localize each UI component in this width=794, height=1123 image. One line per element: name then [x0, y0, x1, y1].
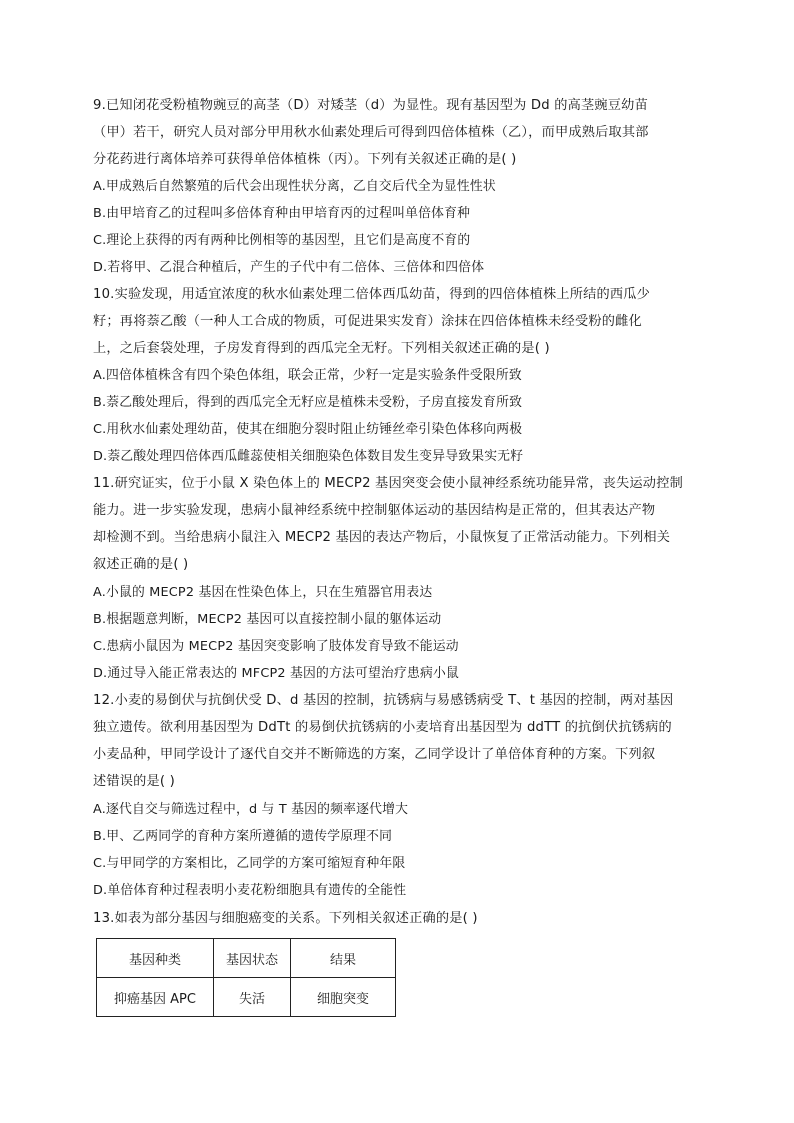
table-header-result: 结果 [291, 939, 396, 978]
q12-stem-line-3: 小麦品种，甲同学设计了逐代自交并不断筛选的方案，乙同学设计了单倍体育种的方案。下列叙 [93, 747, 656, 762]
q11-stem-line-2: 能力。进一步实验发现，患病小鼠神经系统中控制躯体运动的基因结构是正常的，但其表达产物 [93, 503, 656, 518]
q11-option-a: A.小鼠的 MECP2 基因在性染色体上，只在生殖器官用表达 [93, 585, 433, 600]
q11-stem-line-4: 叙述正确的是( ) [93, 557, 189, 572]
q9-stem-line-1: 9.已知闭花受粉植物豌豆的高茎（D）对矮茎（d）为显性。现有基因型为 Dd 的高茎豌豆幼苗 [93, 98, 648, 113]
q13-stem-line-1: 13.如表为部分基因与细胞癌变的关系。下列相关叙述正确的是( ) [93, 911, 478, 926]
q12-option-c: C.与甲同学的方案相比，乙同学的方案可缩短育种年限 [93, 856, 406, 871]
q10-stem-line-2: 籽；再将萘乙酸（一种人工合成的物质，可促进果实发育）涂抹在四倍体植株未经受粉的雌化 [93, 314, 642, 329]
table-header-row [97, 939, 396, 978]
table-header-gene-type: 基因种类 [97, 939, 214, 978]
q11-stem-line-1: 11.研究证实，位于小鼠 X 染色体上的 MECP2 基因突变会使小鼠神经系统功能异常，丧失运动控制 [93, 476, 683, 491]
q10-option-a: A.四倍体植株含有四个染色体组，联会正常，少籽一定是实验条件受限所致 [93, 368, 522, 383]
q12-stem-line-2: 独立遗传。欲利用基因型为 DdTt 的易倒伏抗锈病的小麦培育出基因型为 ddTT 的抗倒伏抗锈病的 [93, 720, 672, 735]
q11-option-c: C.患病小鼠因为 MECP2 基因突变影响了肢体发育导致不能运动 [93, 639, 459, 654]
q9-stem-line-2: （甲）若干，研究人员对部分甲用秋水仙素处理后可得到四倍体植株（乙），而甲成熟后取其部 [93, 125, 649, 140]
q11-option-b: B.根据题意判断，MECP2 基因可以直接控制小鼠的躯体运动 [93, 612, 442, 627]
q11-option-d: D.通过导入能正常表达的 MFCP2 基因的方法可望治疗患病小鼠 [93, 666, 459, 681]
gene-cancer-table [96, 938, 396, 1017]
table-header-gene-state: 基因状态 [214, 939, 291, 978]
table-cell-gene-type: 抑癌基因 APC [97, 978, 214, 1017]
q9-option-b: B.由甲培育乙的过程叫多倍体育种由甲培育丙的过程叫单倍体育种 [93, 206, 471, 221]
table-cell-gene-state: 失活 [214, 978, 291, 1017]
q10-option-c: C.用秋水仙素处理幼苗，使其在细胞分裂时阻止纺锤丝牵引染色体移向两极 [93, 422, 523, 437]
q11-stem-line-3: 却检测不到。当给患病小鼠注入 MECP2 基因的表达产物后，小鼠恢复了正常活动能力。下列相关 [93, 530, 671, 545]
q10-option-d: D.萘乙酸处理四倍体西瓜雌蕊使相关细胞染色体数目发生变异导致果实无籽 [93, 449, 524, 464]
q10-stem-line-3: 上，之后套袋处理，子房发育得到的西瓜完全无籽。下列相关叙述正确的是( ) [93, 341, 550, 356]
q12-option-b: B.甲、乙两同学的育种方案所遵循的遗传学原理不同 [93, 829, 393, 844]
table-cell-result: 细胞突变 [291, 978, 396, 1017]
q12-option-a: A.逐代自交与筛选过程中，d 与 T 基因的频率逐代增大 [93, 802, 409, 817]
q10-option-b: B.萘乙酸处理后，得到的西瓜完全无籽应是植株未受粉，子房直接发育所致 [93, 395, 523, 410]
q12-stem-line-4: 述错误的是( ) [93, 774, 176, 789]
q10-stem-line-1: 10.实验发现，用适宜浓度的秋水仙素处理二倍体西瓜幼苗，得到的四倍体植株上所结的西瓜少 [93, 287, 651, 302]
q9-stem-line-3: 分花药进行离体培养可获得单倍体植株（丙）。下列有关叙述正确的是( ) [93, 152, 517, 167]
q9-option-d: D.若将甲、乙混合种植后，产生的子代中有二倍体、三倍体和四倍体 [93, 260, 485, 275]
q12-stem-line-1: 12.小麦的易倒伏与抗倒伏受 D、d 基因的控制，抗锈病与易感锈病受 T、t 基因的控制，两对基因 [93, 693, 674, 708]
table-row [97, 978, 396, 1017]
q9-option-c: C.理论上获得的丙有两种比例相等的基因型，且它们是高度不育的 [93, 233, 471, 248]
q9-option-a: A.甲成熟后自然繁殖的后代会出现性状分离，乙自交后代全为显性性状 [93, 179, 496, 194]
q12-option-d: D.单倍体育种过程表明小麦花粉细胞具有遗传的全能性 [93, 883, 407, 898]
